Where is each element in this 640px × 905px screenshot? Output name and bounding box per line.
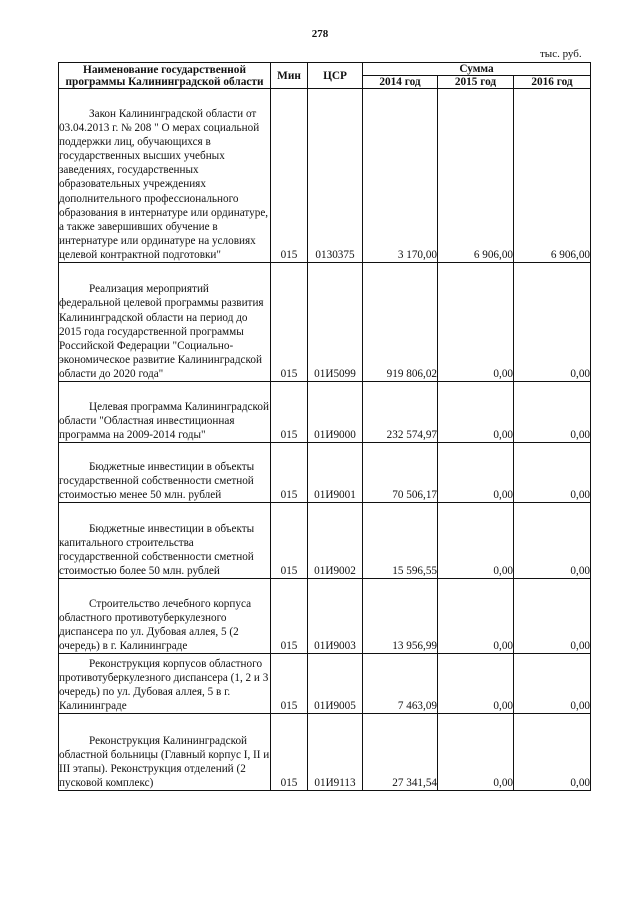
amount-2015: 0,00 [438, 714, 514, 791]
amount-2015: 0,00 [438, 263, 514, 382]
table-row [59, 503, 591, 579]
csr-code: 01И9005 [308, 654, 363, 714]
amount-2014: 70 506,17 [363, 443, 438, 503]
amount-2015: 0,00 [438, 382, 514, 443]
amount-2014: 919 806,02 [363, 263, 438, 382]
budget-table [58, 62, 591, 791]
csr-code: 0130375 [308, 89, 363, 263]
program-name: Реализация мероприятий федеральной целевой программы развития Калининградской области на период до 2015 года государственной программы Российской Федерации "Социально-экономическое развитие Калининградской области до 2020 года" [59, 283, 264, 380]
amount-2014: 3 170,00 [363, 89, 438, 263]
header-year-2016: 2016 год [514, 76, 591, 89]
amount-2015: 0,00 [438, 443, 514, 503]
table-row [59, 263, 591, 382]
amount-2015: 0,00 [438, 654, 514, 714]
program-name-cell [59, 654, 271, 714]
amount-2015: 0,00 [438, 579, 514, 654]
amount-2016: 6 906,00 [514, 89, 591, 263]
program-name: Закон Калининградской области от 03.04.2013 г. № 208 " О мерах социальной поддержки лиц, обучающихся в государственных высших учебных заведениях, государственных образовательных учреждениях дополнительного профессионального образования в интернатуре или ординатуре, а также завершивших обучение в интернатуре или ординатуре на условиях целевой контрактной подготовки" [59, 107, 269, 261]
program-name: Реконструкция корпусов областного противотуберкулезного диспансера (1, 2 и 3 очередь) по ул. Дубовая аллея, 5 в г. Калининграде [59, 657, 269, 712]
header-ministry: Мин [271, 63, 308, 89]
amount-2016: 0,00 [514, 382, 591, 443]
amount-2016: 0,00 [514, 503, 591, 579]
program-name-cell [59, 382, 271, 443]
csr-code: 01И9001 [308, 443, 363, 503]
table-row [59, 89, 591, 263]
header-sum: Сумма [363, 63, 591, 76]
program-name: Реконструкция Калининградской областной больницы (Главный корпус I, II и III этапы). Реконструкция отделений (2 пусковой комплекс) [59, 734, 270, 789]
amount-2016: 0,00 [514, 263, 591, 382]
program-name-cell [59, 89, 271, 263]
program-name: Строительство лечебного корпуса областного противотуберкулезного диспансера по ул. Дубовая аллея, 5 (2 очередь) в г. Калининграде [59, 597, 252, 652]
amount-2016: 0,00 [514, 654, 591, 714]
amount-2014: 232 574,97 [363, 382, 438, 443]
amount-2016: 0,00 [514, 443, 591, 503]
program-name-cell [59, 443, 271, 503]
amount-2016: 0,00 [514, 714, 591, 791]
table-row [59, 654, 591, 714]
ministry-code: 015 [271, 263, 308, 382]
page-number: 278 [311, 28, 329, 40]
header-year-2014: 2014 год [363, 76, 438, 89]
amount-2014: 27 341,54 [363, 714, 438, 791]
amount-2015: 6 906,00 [438, 89, 514, 263]
ministry-code: 015 [271, 443, 308, 503]
amount-2015: 0,00 [438, 503, 514, 579]
program-name: Целевая программа Калининградской области "Областная инвестиционная программа на 2009-2014 годы" [59, 400, 269, 441]
program-name-cell [59, 263, 271, 382]
amount-2016: 0,00 [514, 579, 591, 654]
csr-code: 01И9003 [308, 579, 363, 654]
header-csr: ЦСР [308, 63, 363, 89]
ministry-code: 015 [271, 714, 308, 791]
csr-code: 01И9113 [308, 714, 363, 791]
table-row [59, 382, 591, 443]
table-row [59, 714, 591, 791]
ministry-code: 015 [271, 579, 308, 654]
program-name: Бюджетные инвестиции в объекты государственной собственности сметной стоимостью менее 50 млн. рублей [59, 460, 255, 501]
program-name-cell [59, 503, 271, 579]
ministry-code: 015 [271, 382, 308, 443]
table-row [59, 579, 591, 654]
csr-code: 01И9002 [308, 503, 363, 579]
header-year-2015: 2015 год [438, 76, 514, 89]
csr-code: 01И9000 [308, 382, 363, 443]
ministry-code: 015 [271, 654, 308, 714]
header-program-name: Наименование государственной программы Калининградской области [59, 63, 271, 89]
program-name-cell [59, 579, 271, 654]
csr-code: 01И5099 [308, 263, 363, 382]
table-row [59, 443, 591, 503]
amount-2014: 13 956,99 [363, 579, 438, 654]
amount-2014: 7 463,09 [363, 654, 438, 714]
program-name: Бюджетные инвестиции в объекты капитального строительства государственной собственности сметной стоимостью более 50 млн. рублей [59, 522, 255, 577]
ministry-code: 015 [271, 89, 308, 263]
amount-2014: 15 596,55 [363, 503, 438, 579]
program-name-cell [59, 714, 271, 791]
units-label: тыс. руб. [540, 48, 582, 60]
ministry-code: 015 [271, 503, 308, 579]
